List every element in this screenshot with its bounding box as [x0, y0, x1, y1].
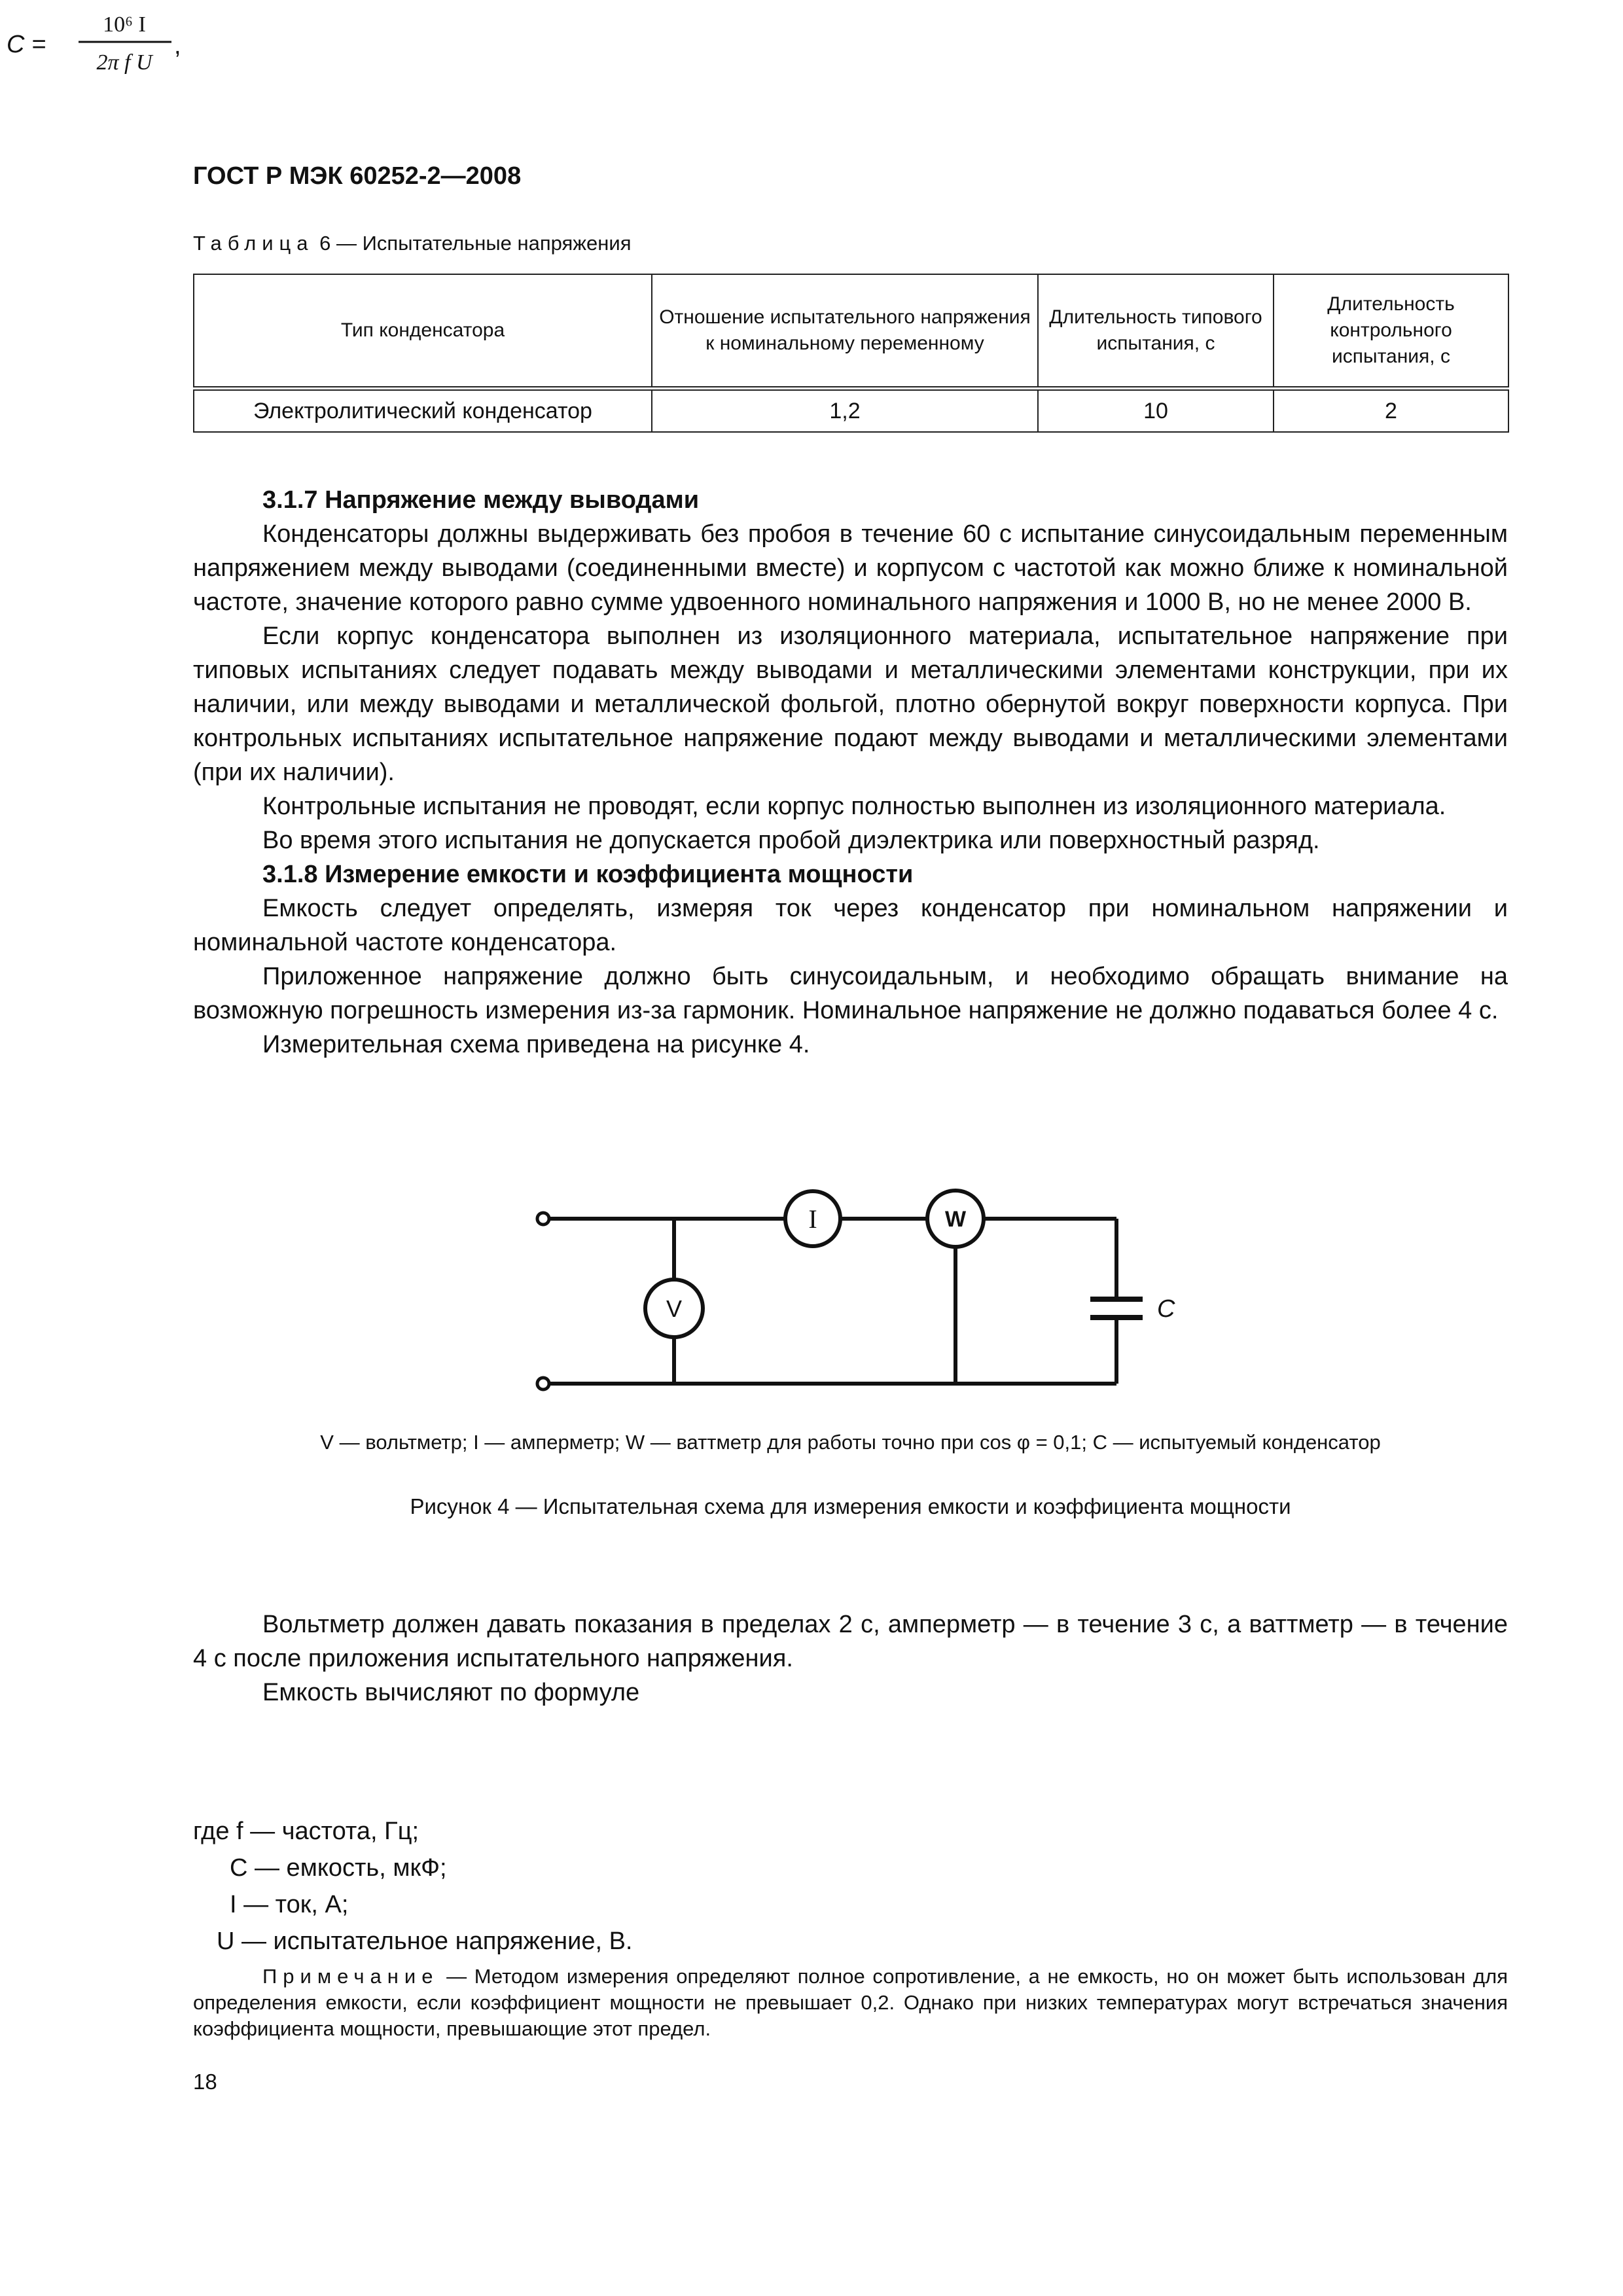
- table-header-cell: Длительность контрольного испытания, с: [1274, 274, 1508, 389]
- input-terminal-bottom: [537, 1378, 549, 1390]
- capacitor-label: C: [1157, 1295, 1175, 1323]
- note-label: Примечание: [262, 1965, 439, 1988]
- paragraph: Измерительная схема приведена на рисунке 4.: [262, 1031, 810, 1058]
- table-cell: 2: [1274, 389, 1508, 433]
- figure-caption: Рисунок 4 — Испытательная схема для измерения емкости и коэффициента мощности: [410, 1494, 1291, 1518]
- table-header-cell: Отношение испытательного напряжения к номинальному переменному: [652, 274, 1038, 389]
- table-header-cell: Тип конденсатора: [194, 274, 652, 389]
- table-cell: Электролитический конденсатор: [194, 389, 652, 433]
- paragraph: Конденсаторы должны выдерживать без пробоя в течение 60 с испытание синусоидальным переменным напряжением между выводами (соединенными вместе) и корпусом с частотой как можно ближе к номинальной частоте, значение которого равно сумме удвоенного номинального напряжения и 1000 В, но не менее 2000 В.: [193, 520, 1508, 616]
- wattmeter-label: W: [944, 1207, 967, 1232]
- circuit-wires: [547, 1219, 1116, 1384]
- note-text: — Методом измерения определяют полное сопротивление, а не емкость, но он может быть использован для определения емкости, если коэффициент мощности не превышает 0,2. Однако при низких температурах могут встречаться значения коэффициента мощности, превышающие этот предел.: [193, 1965, 1508, 2040]
- page-number: 18: [193, 2070, 217, 2094]
- paragraph: Приложенное напряжение должно быть синусоидальным, и необходимо обращать внимание на возможную погрешность измерения из-за гармоник. Номинальное напряжение не должно подаваться более 4 с.: [193, 963, 1508, 1024]
- standard-designation: ГОСТ Р МЭК 60252-2—2008: [193, 162, 522, 190]
- table-header-row: [194, 274, 1508, 389]
- variable-c: C — емкость, мкФ;: [230, 1854, 447, 1882]
- section-heading: 3.1.7 Напряжение между выводами: [262, 486, 700, 514]
- paragraph: Емкость вычисляют по формуле: [262, 1679, 640, 1706]
- table-row: [194, 389, 1508, 433]
- figure-legend: V — вольтметр; I — амперметр; W — ваттметр для работы точно при cos φ = 0,1; C — испытуемый конденсатор: [320, 1431, 1381, 1454]
- note-block: [193, 1964, 1508, 2042]
- ammeter-label: I: [808, 1204, 817, 1234]
- variable-f: где f — частота, Гц;: [193, 1818, 419, 1845]
- capacitance-formula: [0, 0, 262, 79]
- formula-denominator: 2π f U: [96, 50, 152, 75]
- section-heading: 3.1.8 Измерение емкости и коэффициента мощности: [262, 861, 914, 888]
- formula-lhs: C =: [7, 31, 46, 58]
- table-cell: 1,2: [652, 389, 1038, 433]
- input-terminal-top: [537, 1213, 549, 1225]
- paragraph: Емкость следует определять, измеряя ток через конденсатор при номинальном напряжении и номинальной частоте конденсатора.: [193, 895, 1508, 956]
- formula-numerator: 10⁶ I: [103, 12, 146, 37]
- after-figure-text: [193, 1607, 1508, 1710]
- variable-u: U — испытательное напряжение, В.: [217, 1928, 633, 1955]
- formula-tail: ,: [174, 32, 181, 60]
- measurement-circuit-diagram: [524, 1178, 1178, 1414]
- table-caption-word: Таблица: [193, 232, 314, 255]
- table-cell: 10: [1038, 389, 1274, 433]
- table-caption: [193, 232, 631, 255]
- section-3-1-7: [193, 483, 1508, 1062]
- formula-variables: [193, 1813, 632, 1960]
- voltmeter-label: V: [666, 1295, 683, 1322]
- variable-i: I — ток, А;: [230, 1891, 349, 1918]
- capacitor-symbol: [1090, 1299, 1143, 1318]
- table-header-cell: Длительность типового испытания, с: [1038, 274, 1274, 389]
- test-voltage-table: [193, 274, 1509, 433]
- table-caption-title: 6 — Испытательные напряжения: [313, 232, 632, 255]
- paragraph: Вольтметр должен давать показания в пределах 2 с, амперметр — в течение 3 с, а ваттметр — в течение 4 с после приложения испытательного напряжения.: [193, 1611, 1508, 1672]
- paragraph: Контрольные испытания не проводят, если корпус полностью выполнен из изоляционного материала.: [262, 793, 1446, 820]
- paragraph: Во время этого испытания не допускается пробой диэлектрика или поверхностный разряд.: [262, 827, 1320, 854]
- paragraph: Если корпус конденсатора выполнен из изоляционного материала, испытательное напряжение при типовых испытаниях следует подавать между выводами и металлическими элементами конструкции, при их наличии, или между выводами и металлической фольгой, плотно обернутой вокруг поверхности корпуса. При контрольных испытаниях испытательное напряжение подают между выводами и металлическими элементами (при их наличии).: [193, 622, 1508, 786]
